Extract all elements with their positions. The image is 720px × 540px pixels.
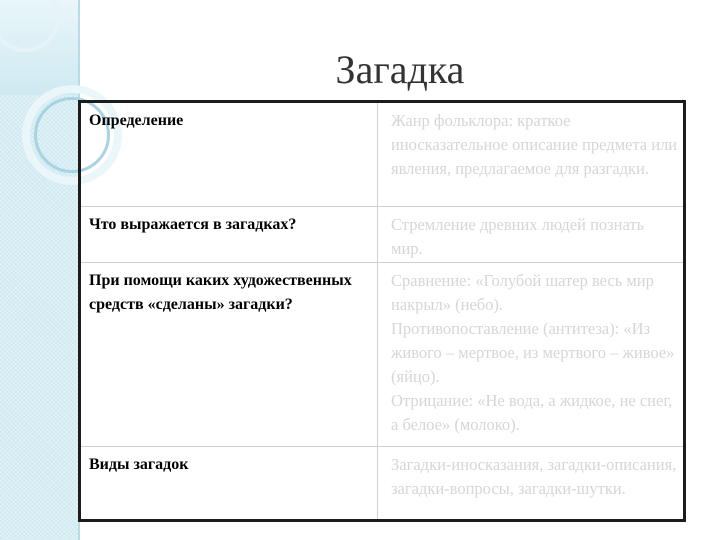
table-row-devices <box>81 263 683 447</box>
answer-text: Отрицание: «Не вода, а жидкое, не снег, а белое» (молоко). <box>391 391 673 434</box>
row-label: Определение <box>89 112 184 129</box>
row-answer <box>391 109 679 181</box>
table-row-types <box>81 447 683 519</box>
answer-text: Стремление древних людей познать мир. <box>391 215 645 258</box>
riddle-table <box>78 100 686 522</box>
table-row-definition <box>81 103 683 207</box>
table-row-meaning <box>81 207 683 263</box>
row-answer <box>391 453 679 501</box>
decorative-side-strip <box>0 0 78 540</box>
row-answer <box>391 213 679 261</box>
row-label: При помощи каких художественных средств «сделаны» загадки? <box>89 272 352 313</box>
answer-text: Жанр фольклора: краткое иносказательное описание предмета или явления, предлагаемое для разгадки. <box>391 111 678 178</box>
answer-text: Загадки-иносказания, загадки-описания, загадки-вопросы, загадки-шутки. <box>391 455 677 498</box>
row-label: Виды загадок <box>89 456 189 473</box>
slide-title: Загадка <box>335 47 465 92</box>
answer-text: Противопоставление (антитеза): «Из живого – мертвое, из мертвого – живое» (яйцо). <box>391 319 675 386</box>
row-label: Что выражается в загадках? <box>89 216 297 233</box>
answer-text: Сравнение: «Голубой шатер весь мир накрыл» (небо). <box>391 271 654 314</box>
row-answer <box>391 269 679 437</box>
